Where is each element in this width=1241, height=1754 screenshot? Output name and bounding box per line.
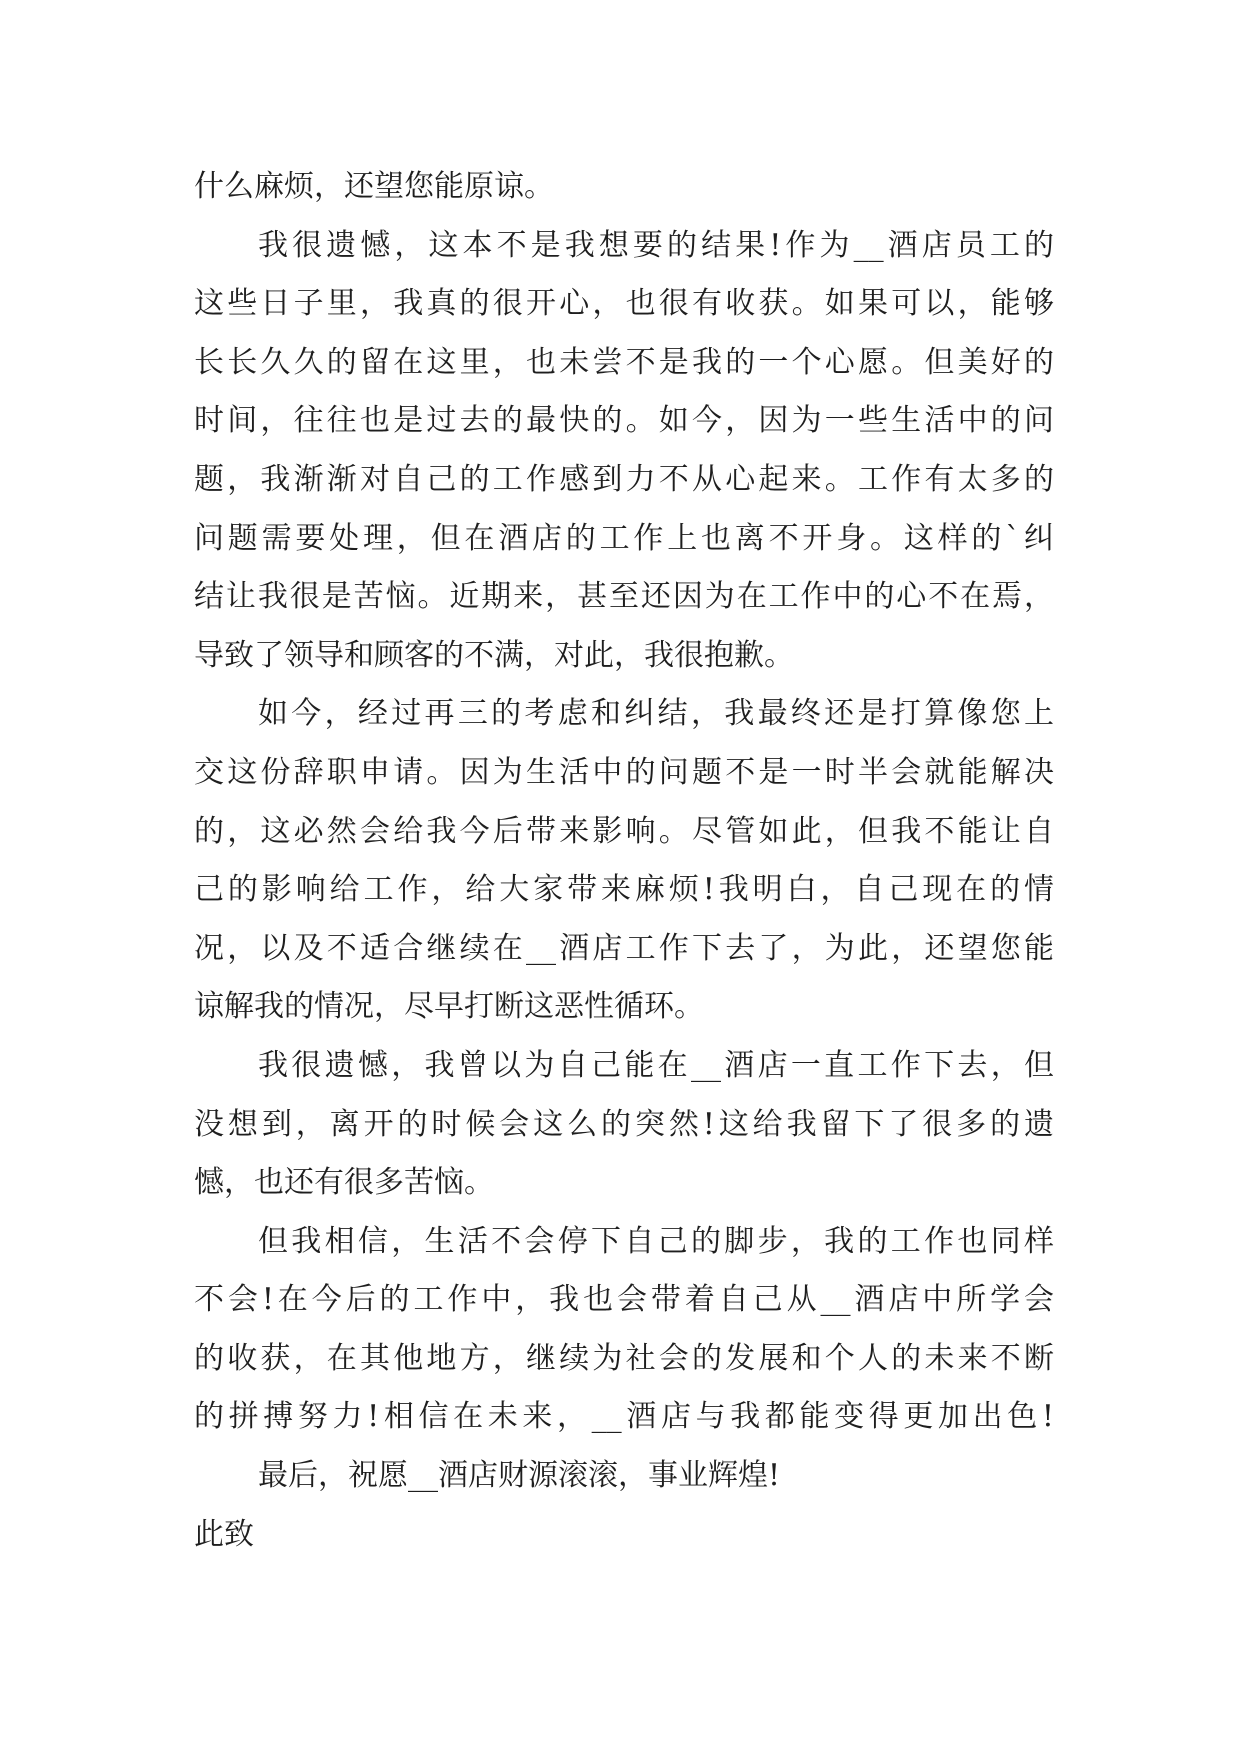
text-line: 最后，祝愿__酒店财源滚滚，事业辉煌! xyxy=(258,1458,781,1494)
text-line: 此致 xyxy=(194,1516,254,1552)
text-line: 我很遗憾，这本不是我想要的结果!作为__酒店员工的 xyxy=(258,227,1054,263)
text-line: 题，我渐渐对自己的工作感到力不从心起来。工作有太多的 xyxy=(194,461,1054,497)
text-line: 不会!在今后的工作中，我也会带着自己从__酒店中所学会 xyxy=(194,1282,1054,1318)
letter-body xyxy=(194,158,1054,1564)
text-line: 己的影响给工作，给大家带来麻烦!我明白，自己现在的情 xyxy=(194,872,1054,908)
text-line: 况，以及不适合继续在__酒店工作下去了，为此，还望您能 xyxy=(194,930,1054,966)
text-line: 问题需要处理，但在酒店的工作上也离不开身。这样的`纠 xyxy=(194,520,1054,556)
text-line: 的，这必然会给我今后带来影响。尽管如此，但我不能让自 xyxy=(194,813,1054,849)
text-line: 如今，经过再三的考虑和纠结，我最终还是打算像您上 xyxy=(258,696,1054,732)
text-line: 但我相信，生活不会停下自己的脚步，我的工作也同样 xyxy=(258,1223,1054,1259)
text-line: 长长久久的留在这里，也未尝不是我的一个心愿。但美好的 xyxy=(194,344,1054,380)
text-line: 结让我很是苦恼。近期来，甚至还因为在工作中的心不在焉， xyxy=(194,579,1054,615)
text-line: 交这份辞职申请。因为生活中的问题不是一时半会就能解决 xyxy=(194,754,1054,790)
text-line: 导致了领导和顾客的不满，对此，我很抱歉。 xyxy=(194,637,794,673)
text-line: 时间，往往也是过去的最快的。如今，因为一些生活中的问 xyxy=(194,403,1054,439)
text-line: 这些日子里，我真的很开心，也很有收获。如果可以，能够 xyxy=(194,286,1054,322)
text-line: 什么麻烦，还望您能原谅。 xyxy=(194,169,554,204)
text-line: 没想到，离开的时候会这么的突然!这给我留下了很多的遗 xyxy=(194,1106,1054,1142)
text-line: 的收获，在其他地方，继续为社会的发展和个人的未来不断 xyxy=(194,1340,1054,1376)
text-line: 我很遗憾，我曾以为自己能在__酒店一直工作下去，但 xyxy=(258,1047,1054,1083)
text-line: 谅解我的情况，尽早打断这恶性循环。 xyxy=(194,989,704,1025)
text-line: 的拼搏努力!相信在未来，__酒店与我都能变得更加出色! xyxy=(194,1399,1054,1435)
text-line: 憾，也还有很多苦恼。 xyxy=(194,1165,494,1201)
